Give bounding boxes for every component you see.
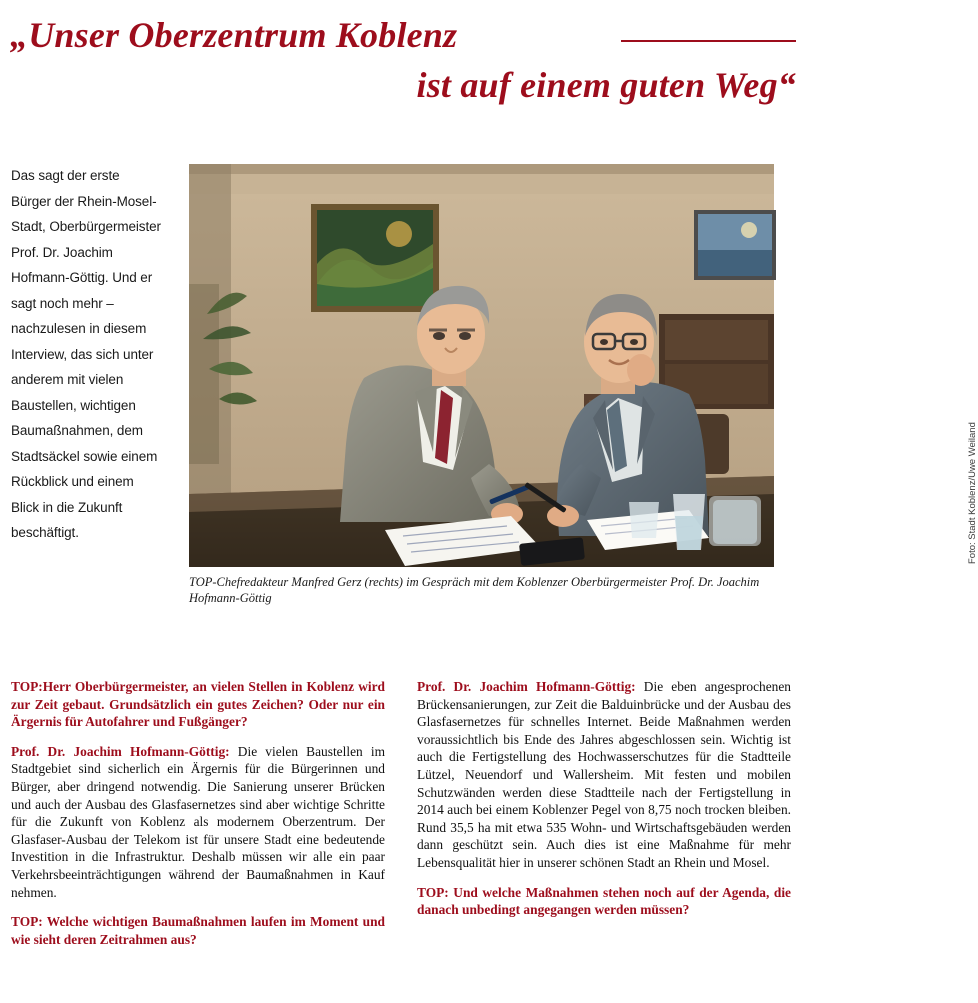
question-text: Und welche Maßnahmen stehen noch auf der Agenda, die danach unbedingt angegangen werden müssen? — [417, 884, 791, 918]
question-label: TOP: — [11, 679, 43, 694]
interview-question — [11, 913, 385, 948]
answer-text: Die vielen Baustellen im Stadtgebiet sind sicherlich ein Ärgernis für die Bürgerinnen und Bürger, aber dringend notwendig. Die Sanierung unserer Brücken und auch der Ausbau des Glasfasernetzes sind aber wichtige Schritte für die Zukunft von Koblenz als modernem Oberzentrum. Der Glasfaser-Ausbau der Telekom ist für unsere Stadt eine bedeutende Investition in die Infrastruktur. Deshalb müssen wir alle ein paar Verkehrsbeeinträchtigungen während der Baumaßnahmen in Kauf nehmen. — [11, 743, 386, 900]
interview-question — [417, 884, 791, 919]
interview-answer — [11, 743, 385, 901]
interview-question — [11, 678, 385, 731]
photo-credit: Foto: Stadt Koblenz/Uwe Weiland — [967, 422, 978, 564]
interview-column-right — [417, 678, 791, 919]
page-headline — [0, 14, 806, 124]
answer-speaker: Prof. Dr. Joachim Hofmann-Göttig: — [417, 679, 636, 694]
interview-column-left — [11, 678, 385, 948]
answer-speaker: Prof. Dr. Joachim Hofmann-Göttig: — [11, 743, 230, 759]
interview-photo — [189, 164, 978, 567]
interview-answer — [417, 678, 791, 872]
lead-paragraph: Das sagt der erste Bürger der Rhein-Mosel-Stadt, Oberbürgermeister Prof. Dr. Joachim Hofmann-Göttig. Und er sagt noch mehr – nachzulesen in diesem Interview, das sich unter anderem mit vielen Baustellen, wichtigen Baumaßnahmen, dem Stadtsäckel sowie einem Rückblick und einem Blick in die Zukunft beschäftigt. — [11, 168, 161, 540]
headline-line-1: „Unser Oberzentrum Koblenz — [10, 15, 458, 55]
photo-caption: TOP-Chefredakteur Manfred Gerz (rechts) im Gespräch mit dem Koblenzer Oberbürgermeister Prof. Dr. Joachim Hofmann-Göttig — [189, 575, 760, 605]
question-text: Welche wichtigen Baumaßnahmen laufen im Moment und wie sieht deren Zeitrahmen aus? — [11, 914, 385, 947]
photo-image — [189, 164, 774, 567]
headline-rule — [621, 40, 796, 42]
answer-text: Die eben angesprochenen Brückensanierungen, zur Zeit die Balduinbrücke und der Ausbau des Glasfasernetzes für schnelles Internet. Beide Maßnahmen werden voraussichtlich bis Ende des Jahres abgeschlossen sein. Wichtig ist auch die Fertigstellung des Hochwasserschutzes für die Stadtteile Lützel, Neuendorf und Wallersheim. Mit festen und mobilen Schutzwänden werden diese Stadtteile nach der Fertigstellung in 2014 auch bei einem Koblenzer Pegel von 8,75 noch trocken bleiben. Rund 35,5 ha mit etwa 535 Wohn- und Wirtschaftsgebäuden werden dann geschützt sein. Auch dies ist eine Maßnahme für mehr Lebensqualität hier in unserer schönen Stadt an Rhein und Mosel. — [417, 679, 791, 870]
question-label: TOP: — [417, 884, 449, 900]
question-text: Herr Oberbürgermeister, an vielen Stellen in Koblenz wird zur Zeit gebaut. Grundsätzlich ein gutes Zeichen? Oder nur ein Ärgernis für Autofahrer und Fußgänger? — [11, 679, 385, 730]
headline-line-2: ist auf einem guten Weg“ — [416, 65, 796, 105]
question-label: TOP: — [11, 914, 43, 930]
